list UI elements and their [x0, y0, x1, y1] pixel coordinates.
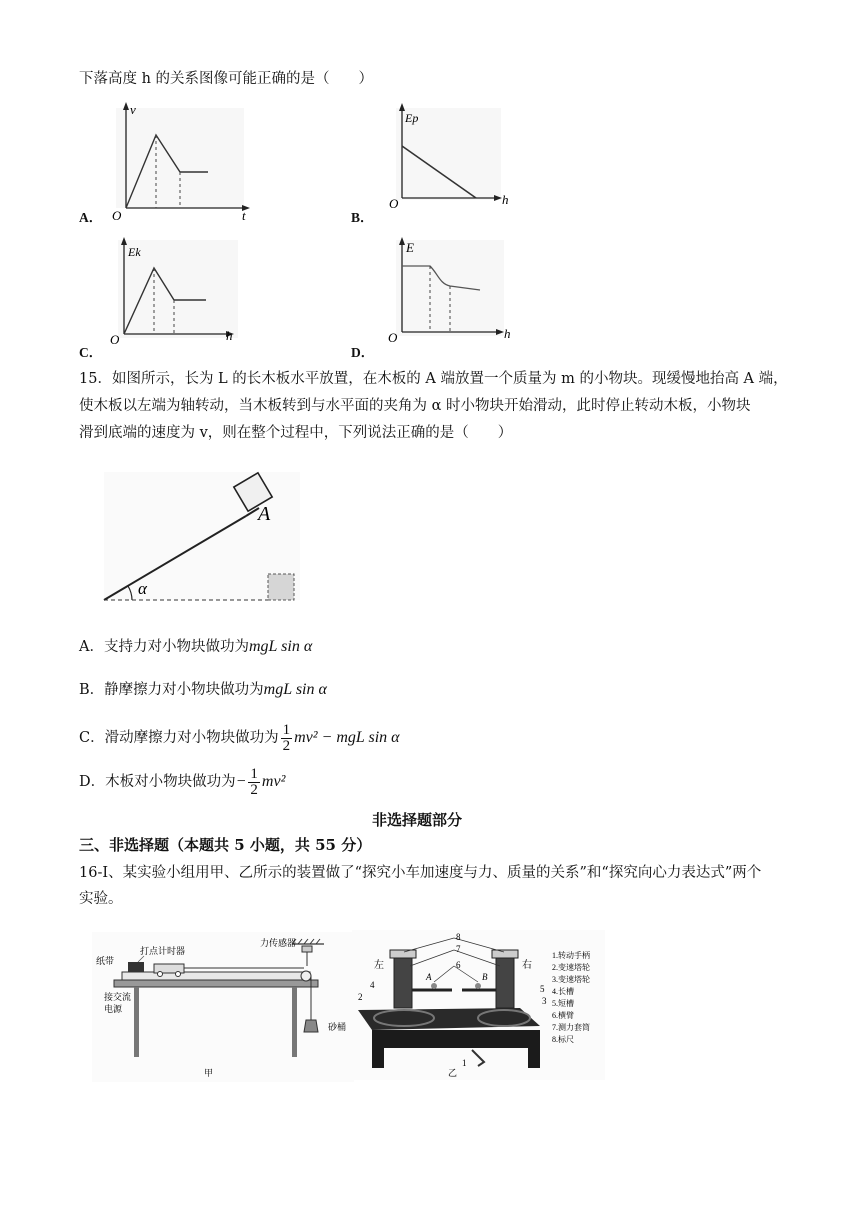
yi-legend-6: 6.横臂: [552, 1011, 574, 1020]
q14-graph-b[interactable]: [384, 100, 514, 222]
yi-legend-7: 7.测力套筒: [552, 1023, 590, 1032]
q14-graph-a[interactable]: [104, 100, 254, 222]
q14-option-a-mark: A．: [79, 210, 103, 225]
yi-num-1: 1: [462, 1058, 467, 1068]
yi-num-5: 5: [540, 984, 545, 994]
q15-stem-line2: 使木板以左端为轴转动，当木板转到与水平面的夹角为 α 时小物块开始滑动，此时停止转动木板，小物块: [79, 398, 751, 414]
yi-legend-4: 4.长槽: [552, 987, 574, 996]
graph-b-y-label: Ep: [405, 111, 419, 125]
graph-c-y-label: Ek: [128, 245, 141, 259]
yi-num-6: 6: [456, 960, 461, 970]
yi-label-left: 左: [374, 960, 384, 971]
q15-stem-line3: 滑到底端的速度为 v，则在整个过程中，下列说法正确的是（ ）: [79, 425, 513, 441]
yi-num-2: 2: [358, 992, 363, 1002]
q16-figure-yi: [352, 930, 605, 1080]
q15-option-a[interactable]: A．支持力对小物块做功为mgL sin α: [79, 638, 313, 655]
q16-stem-line2: 实验。: [79, 891, 123, 907]
jia-label-ac-2: 电源: [104, 1004, 123, 1014]
q15-option-b[interactable]: B．静摩擦力对小物块做功为mgL sin α: [79, 681, 327, 698]
yi-num-3: 3: [542, 996, 547, 1006]
jia-caption: 甲: [204, 1068, 214, 1078]
yi-legend-3: 3.变速塔轮: [552, 975, 590, 984]
yi-num-4: 4: [370, 980, 375, 990]
yi-legend-1: 1.转动手柄: [552, 951, 590, 960]
section-title: 三、非选择题（本题共 5 小题，共 55 分）: [79, 836, 372, 854]
jia-label-tape: 纸带: [96, 956, 115, 966]
fraction: $\frac{1}{2}$: [250, 765, 258, 798]
yi-legend-5: 5.短槽: [552, 999, 574, 1008]
q15-point-a-label: A: [258, 503, 271, 525]
yi-label-a: A: [426, 972, 432, 982]
q16-stem-line1: 16-I、某实验小组用甲、乙所示的装置做了“探究小车加速度与力、质量的关系”和“探究向心力表达式”两个: [79, 865, 762, 881]
graph-c-x-label: h: [226, 328, 233, 343]
q14-option-c-mark: C．: [79, 345, 103, 360]
q14-graph-d[interactable]: [384, 234, 519, 352]
graph-a-y-label: v: [130, 102, 136, 117]
yi-num-7: 7: [456, 944, 461, 954]
q15-option-d[interactable]: D．木板对小物块做功为− $\frac{1}{2}$ mv²: [79, 765, 286, 798]
q14-graph-c[interactable]: [108, 234, 248, 352]
q15-angle-label: α: [138, 579, 147, 598]
yi-num-8: 8: [456, 932, 461, 942]
graph-b-origin: O: [389, 196, 399, 211]
q15-stem-line1: 15．如图所示，长为 L 的长木板水平放置，在木板的 A 端放置一个质量为 m 的小物块。现缓慢地抬高 A 端，: [79, 371, 788, 387]
yi-label-right: 右: [522, 960, 532, 971]
graph-a-x-label: t: [242, 208, 246, 222]
q15-option-c[interactable]: C．滑动摩擦力对小物块做功为 $\frac{1}{2}$ mv² − mgL sin α: [79, 721, 400, 754]
jia-label-bucket: 砂桶: [328, 1022, 347, 1032]
yi-label-b: B: [482, 972, 488, 982]
graph-d-x-label: h: [504, 326, 511, 341]
graph-c-origin: O: [110, 332, 120, 347]
graph-a-origin: O: [112, 208, 122, 222]
graph-d-origin: O: [388, 330, 398, 345]
q15-incline-figure: [96, 466, 306, 606]
yi-legend-2: 2.变速塔轮: [552, 963, 590, 972]
q14-intro: 下落高度 h 的关系图像可能正确的是（ ）: [79, 71, 374, 87]
graph-b-x-label: h: [502, 192, 509, 207]
section-heading: 非选择题部分: [372, 811, 463, 829]
yi-caption: 乙: [448, 1068, 458, 1078]
jia-label-ac-1: 接交流: [104, 992, 132, 1002]
graph-d-y-label: E: [406, 240, 414, 255]
jia-label-timer: 打点计时器: [140, 946, 186, 956]
q14-option-d-mark: D．: [351, 345, 375, 360]
fraction: $\frac{1}{2}$: [282, 721, 291, 754]
jia-label-sensor: 力传感器: [260, 938, 297, 948]
q14-option-b-mark: B．: [351, 210, 374, 225]
yi-legend-8: 8.标尺: [552, 1035, 574, 1044]
q16-figure-jia: [92, 932, 354, 1082]
